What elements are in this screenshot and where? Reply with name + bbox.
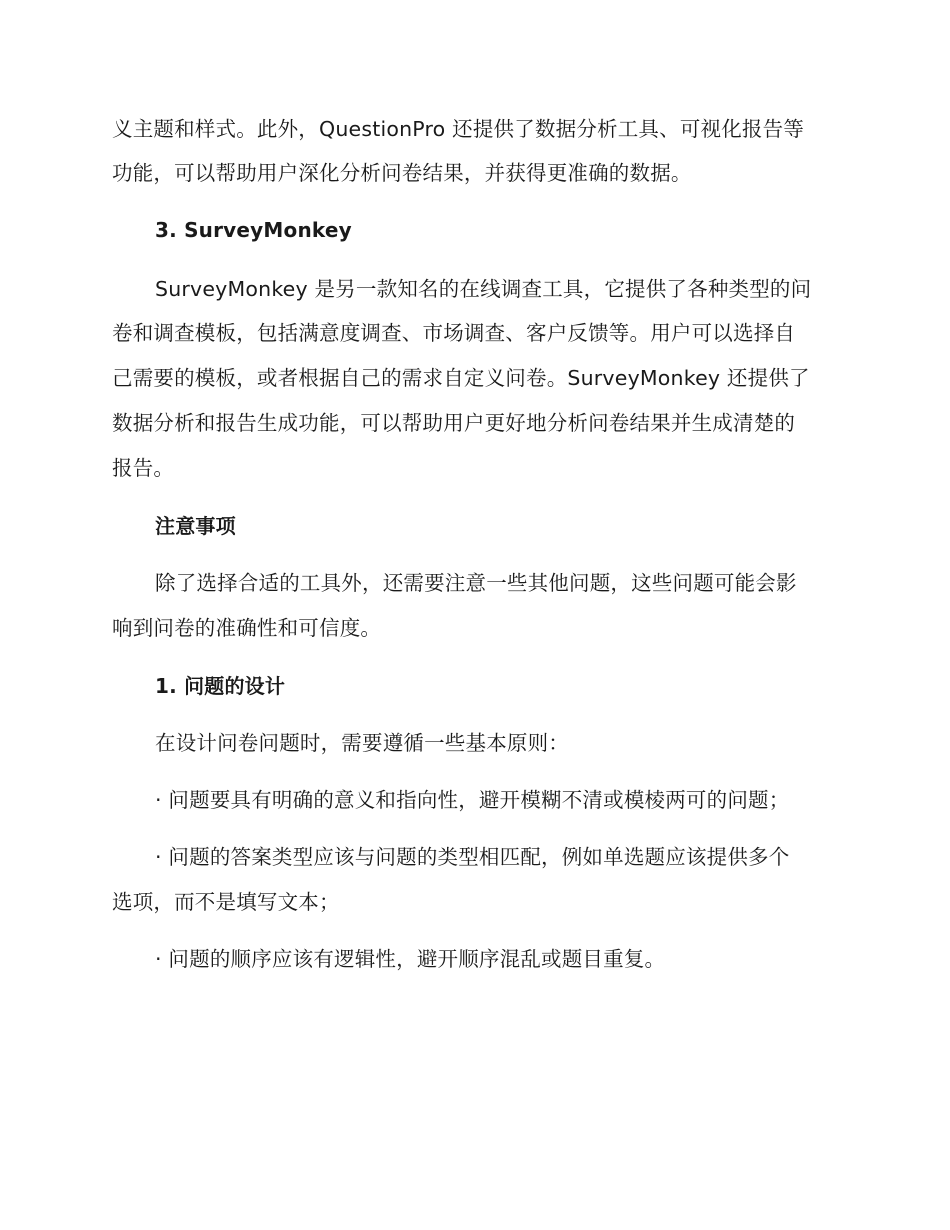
bullet-item-2-line-2: 选项，而不是填写文本； (112, 890, 340, 914)
bullet-item-2-line-1: · 问题的答案类型应该与问题的类型相匹配，例如单选题应该提供多个 (155, 845, 790, 869)
heading-surveymonkey: 3. SurveyMonkey (155, 218, 352, 242)
paragraph-surveymonkey-line-1: SurveyMonkey 是另一款知名的在线调查工具，它提供了各种类型的问 (155, 277, 812, 301)
paragraph-surveymonkey-line-4: 数据分析和报告生成功能，可以帮助用户更好地分析问卷结果并生成清楚的 (112, 411, 796, 435)
paragraph-notes-line-2: 响到问卷的准确性和可信度。 (112, 616, 382, 640)
paragraph-questionpro-line-1: 义主题和样式。此外，QuestionPro 还提供了数据分析工具、可视化报告等 (112, 117, 805, 141)
paragraph-design-principles: 在设计问卷问题时，需要遵循一些基本原则： (155, 731, 569, 755)
paragraph-surveymonkey-line-2: 卷和调查模板，包括满意度调查、市场调查、客户反馈等。用户可以选择自 (112, 321, 796, 345)
paragraph-surveymonkey-line-3: 己需要的模板，或者根据自己的需求自定义问卷。SurveyMonkey 还提供了 (112, 366, 810, 390)
bullet-item-1: · 问题要具有明确的意义和指向性，避开模糊不清或模棱两可的问题； (155, 788, 790, 812)
paragraph-questionpro-line-2: 功能，可以帮助用户深化分析问卷结果，并获得更准确的数据。 (112, 161, 692, 185)
bullet-item-3: · 问题的顺序应该有逻辑性，避开顺序混乱或题目重复。 (155, 947, 666, 971)
heading-question-design: 1. 问题的设计 (155, 674, 286, 698)
paragraph-surveymonkey-line-5: 报告。 (112, 456, 175, 480)
heading-notes: 注意事项 (155, 514, 236, 538)
paragraph-notes-line-1: 除了选择合适的工具外，还需要注意一些其他问题，这些问题可能会影 (155, 571, 797, 595)
